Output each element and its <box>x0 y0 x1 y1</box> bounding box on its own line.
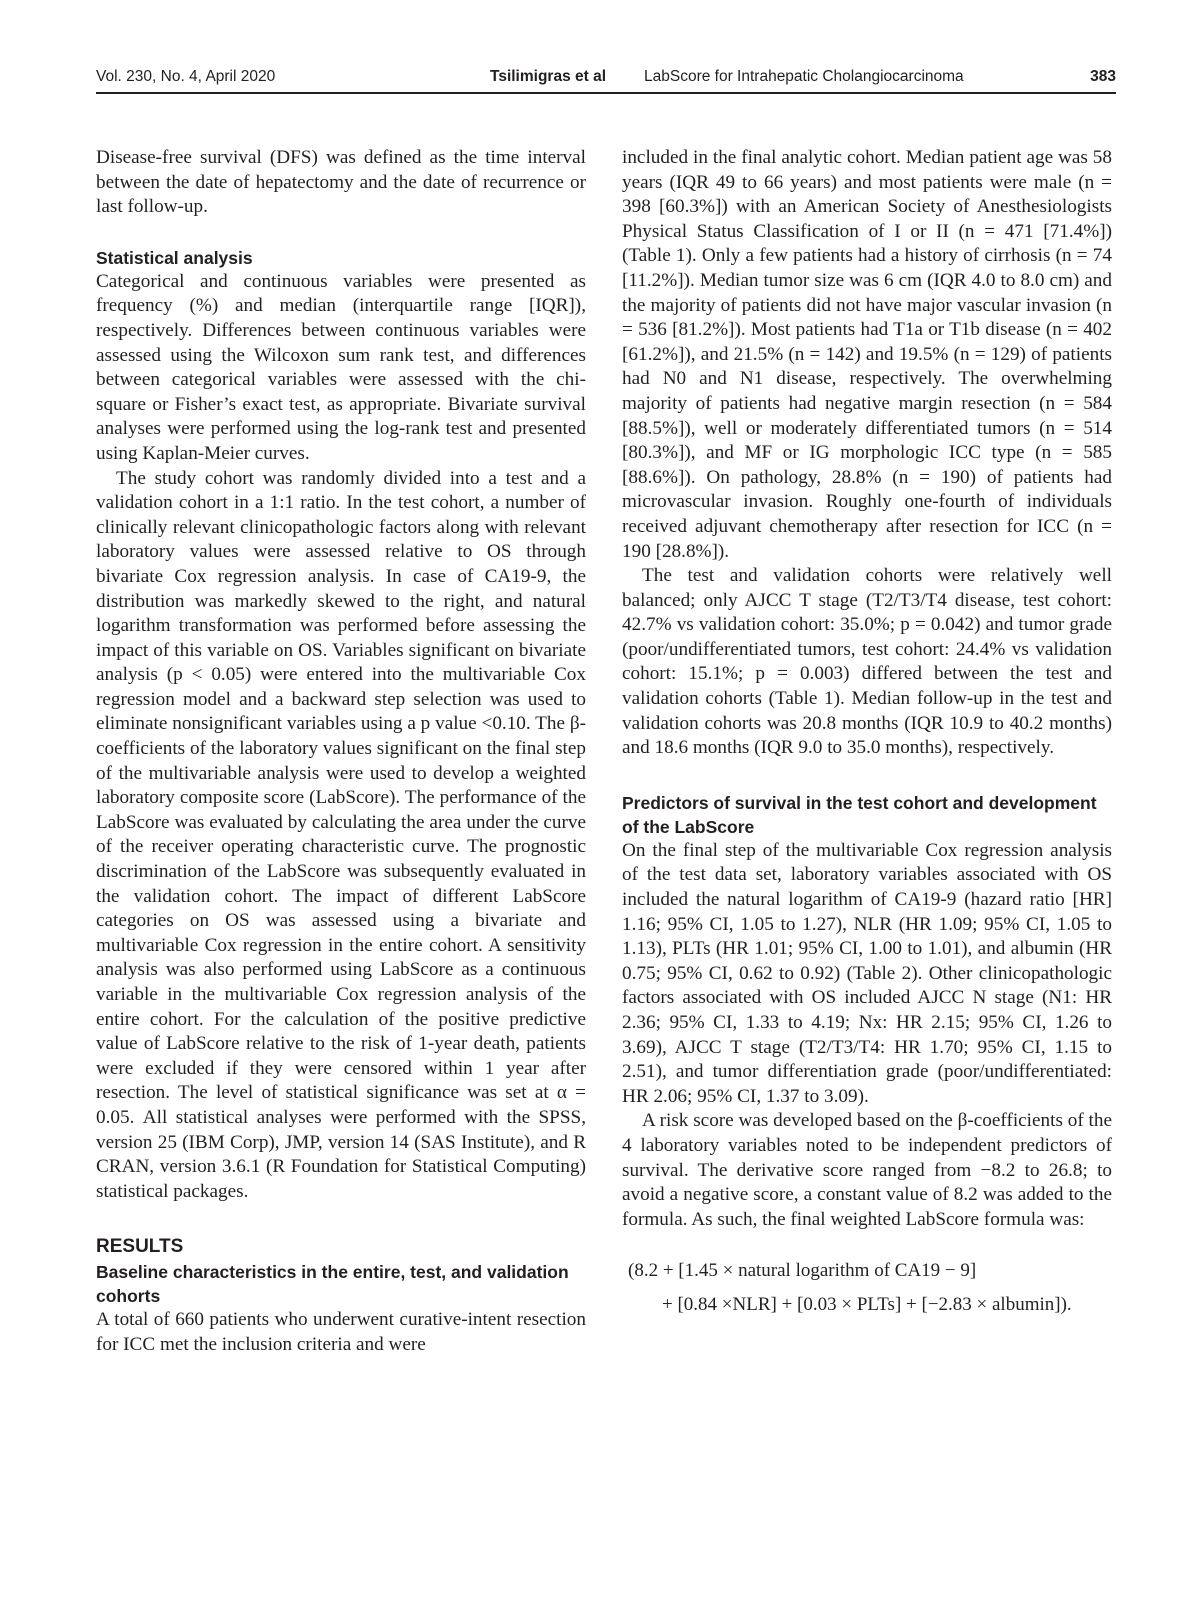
heading-baseline: Baseline characteristics in the entire, test, and validation cohorts <box>96 1262 569 1307</box>
header-authors: Tsilimigras et al <box>490 68 607 85</box>
heading-results: RESULTS <box>96 1236 184 1258</box>
paragraph-cohort: included in the final analytic cohort. Median patient age was 58 years (IQR 49 to 66 years) and most patients were male (n = 398 [60.3%]) with an American Society of Anesthesiologists Physical Status Classification of I or II (n = 471 [71.4%]) (Table 1). Only a few patients had a history of cirrhosis (n = 74 [11.2%]). Median tumor size was 6 cm (IQR 4.0 to 8.0 cm) and the majority of patients did not have major vascular invasion (n = 536 [81.2%]). Most patients had T1a or T1b disease (n = 402 [61.2%]), and 21.5% (n = 142) and 19.5% (n = 129) of patients had N0 and N1 disease, respectively. The overwhelming majority of patients had negative margin resection (n = 584 [88.5%]), well or moderately differentiated tumors (n = 514 [80.3%]), and MF or IG morphologic ICC type (n = 585 [88.6%]). On pathology, 28.8% (n = 190) of patients had microvascular invasion. Roughly one-fourth of individuals received adjuvant chemotherapy after resection for ICC (n = 190 [28.8%]). <box>622 147 1112 562</box>
left-column <box>96 146 586 1358</box>
paragraph-risk-score: A risk score was developed based on the β-coefficients of the 4 laboratory variables noted to be independent predictors of survival. The derivative score ranged from −8.2 to 26.8; to avoid a negative score, a constant value of 8.2 was added to the formula. As such, the final weighted LabScore formula was: <box>622 1110 1112 1230</box>
running-title: LabScore for Intrahepatic Cholangiocarcinoma <box>644 68 964 85</box>
paragraph-balance: The test and validation cohorts were relatively well balanced; only AJCC T stage (T2/T3/T4 disease, test cohort: 42.7% vs validation cohort: 35.0%; p = 0.042) and tumor grade (poor/undifferentiated tumors, test cohort: 24.4% vs validation cohort: 15.1%; p = 0.003) differed between the test and validation cohorts (Table 1). Median follow-up in the test and validation cohorts was 20.8 months (IQR 10.9 to 40.2 months) and 18.6 months (IQR 9.0 to 35.0 months), respectively. <box>622 565 1112 759</box>
paragraph-cox: On the final step of the multivariable Cox regression analysis of the test data set, laboratory variables associated with OS included the natural logarithm of CA19-9 (hazard ratio [HR] 1.16; 95% CI, 1.05 to 1.27), NLR (HR 1.09; 95% CI, 1.05 to 1.13), PLTs (HR 1.01; 95% CI, 1.00 to 1.01), and albumin (HR 0.75; 95% CI, 0.62 to 0.92) (Table 2). Other clinicopathologic factors associated with OS included AJCC N stage (N1: HR 2.36; 95% CI, 1.33 to 4.19; Nx: HR 2.15; 95% CI, 1.26 to 3.69), AJCC T stage (T2/T3/T4: HR 1.70; 95% CI, 1.15 to 2.51), and tumor differentiation grade (poor/undifferentiated: HR 2.06; 95% CI, 1.37 to 3.09). <box>622 839 1112 1107</box>
paragraph-methods: The study cohort was randomly divided into a test and a validation cohort in a 1:1 ratio. In the test cohort, a number of clinically relevant clinicopathologic factors along with relevant laboratory values were assessed relative to OS through bivariate Cox regression analysis. In case of CA19-9, the distribution was markedly skewed to the right, and natural logarithm transformation was performed before assessing the impact of this variable on OS. Variables significant on bivariate analysis (p < 0.05) were entered into the multivariable Cox regression model and a backward step selection was used to eliminate nonsignificant variables using a p value <0.10. The β-coefficients of the laboratory values significant on the final step of the multivariable analysis were used to develop a weighted laboratory composite score (LabScore). The performance of the LabScore was evaluated by calculating the area under the curve of the receiver operating characteristic curve. The prognostic discrimination of the LabScore was subsequently evaluated in the validation cohort. The impact of different LabScore categories on OS was assessed using a bivariate and multivariable Cox regression in the entire cohort. A sensitivity analysis was also performed using LabScore as a continuous variable in the multivariable Cox regression analysis of the entire cohort. For the calculation of the positive predictive value of LabScore relative to the risk of 1-year death, patients were excluded if they were censored within 1 year after resection. The level of statistical significance was set at α = 0.05. All statistical analyses were performed with the SPSS, version 25 (IBM Corp), JMP, version 14 (SAS Institute), and R CRAN, version 3.6.1 (R Foundation for Statistical Computing) statistical packages. <box>96 467 586 1202</box>
running-header <box>96 64 1116 94</box>
paragraph-dfs: Disease-free survival (DFS) was defined as the time interval between the date of hepatectomy and the date of recurrence or last follow-up. <box>96 147 586 218</box>
formula-line-2: + [0.84 ×NLR] + [0.03 × PLTs] + [−2.83 × albumin]). <box>662 1294 1072 1316</box>
heading-predictors: Predictors of survival in the test cohort and development of the LabScore <box>622 792 1097 837</box>
journal-info: Vol. 230, No. 4, April 2020 <box>96 68 276 85</box>
formula-line-1: (8.2 + [1.45 × natural logarithm of CA19 − 9] <box>628 1260 977 1282</box>
paragraph-variables: Categorical and continuous variables were presented as frequency (%) and median (interquartile range [IQR]), respectively. Differences between continuous variables were assessed using the Wilcoxon sum rank test, and differences between categorical variables were assessed with the chi-square or Fisher’s exact test, as appropriate. Bivariate survival analyses were performed using the log-rank test and presented using Kaplan-Meier curves. <box>96 270 586 464</box>
paragraph-total-patients: A total of 660 patients who underwent curative-intent resection for ICC met the inclusion criteria and were <box>96 1309 586 1355</box>
labscore-formula <box>622 1254 1112 1322</box>
right-column <box>622 146 1112 1322</box>
heading-statistical-analysis: Statistical analysis <box>96 247 253 268</box>
page-number: 383 <box>1090 68 1116 85</box>
